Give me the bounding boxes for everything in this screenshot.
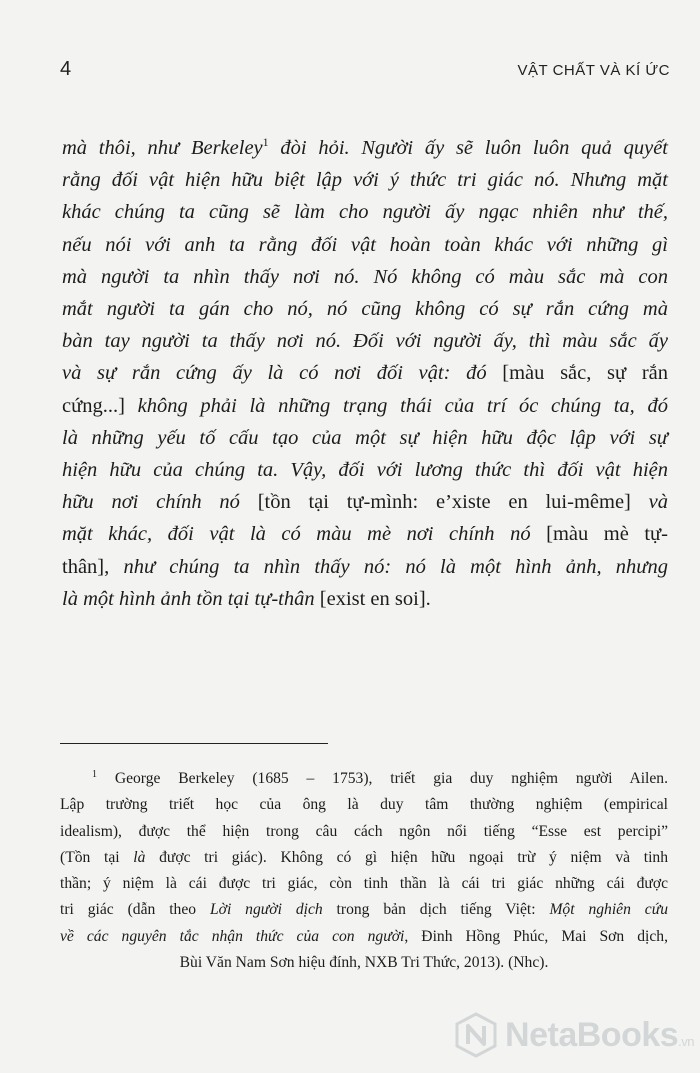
body-line-14: thân], như chúng ta nhìn thấy nó: nó là một hình ảnh, nhưng bbox=[62, 555, 668, 578]
body-line-6: mắt người ta gán cho nó, nó cũng không có sự rắn cứng mà bbox=[62, 298, 668, 321]
body-line-12: hữu nơi chính nó [tồn tại tự-mình: e’xiste en lui-même] và bbox=[62, 491, 668, 514]
body-line-4: nếu nói với anh ta rằng đối vật hoàn toàn khác với những gì bbox=[62, 233, 668, 256]
footnote-line-5: thần; ý niệm là cái được tri giác, còn tinh thần là cái tri giác những cái được bbox=[60, 875, 668, 893]
body-line-9: cứng...] không phải là những trạng thái của trí óc chúng ta, đó bbox=[62, 394, 668, 417]
footnote-marker: 1 bbox=[92, 769, 97, 780]
footnote-line-1: $^1$ George Berkeley (1685 – 1753), triết gia duy nghiệm người Ailen. bbox=[92, 769, 668, 787]
netabooks-logo-icon bbox=[453, 1012, 499, 1058]
footnote-line-6: tri giác (dẫn theo Lời người dịch trong bản dịch tiếng Việt: Một nghiên cứu bbox=[60, 901, 669, 919]
body-line-10: là những yếu tố cấu tạo của một sự hiện hữu độc lập với sự bbox=[62, 426, 668, 449]
footnote-line-4: (Tồn tại là được tri giác). Không có gì hiện hữu ngoại trừ ý niệm và tinh bbox=[60, 848, 668, 866]
body-line-2: rằng đối vật hiện hữu biệt lập với ý thức tri giác nó. Nhưng mặt bbox=[62, 169, 668, 192]
body-line-13: mặt khác, đối vật là có màu mè nơi chính nó [màu mè tự- bbox=[62, 523, 668, 546]
body-line-11: hiện hữu của chúng ta. Vậy, đối với lương thức thì đối vật hiện bbox=[62, 459, 668, 482]
page-number: 4 bbox=[60, 58, 72, 80]
footnote-line-3: idealism), được thể hiện trong câu cách ngôn nổi tiếng “Esse est percipi” bbox=[60, 822, 668, 840]
body-line-5: mà người ta nhìn thấy nơi nó. Nó không có màu sắc mà con bbox=[62, 265, 668, 288]
watermark-text: NetaBooks.vn bbox=[505, 1015, 694, 1054]
body-line-15: là một hình ảnh tồn tại tự-thân [exist en soi]. bbox=[62, 587, 431, 610]
footnote-divider bbox=[60, 743, 328, 744]
footnote-line-2: Lập trường triết học của ông là duy tâm thường nghiệm (empirical bbox=[60, 796, 668, 814]
body-text bbox=[62, 132, 668, 615]
footnote-line-7: về các nguyên tắc nhận thức của con người, Đinh Hồng Phúc, Mai Sơn dịch, bbox=[60, 927, 668, 945]
body-line-1: mà thôi, như Berkeley$^1$ đòi hỏi. Người ấy sẽ luôn luôn quả quyết bbox=[62, 135, 668, 159]
footnote-line-8: Bùi Văn Nam Sơn hiệu đính, NXB Tri Thức, 2013). (Nhc). bbox=[179, 954, 549, 972]
body-line-3: khác chúng ta cũng sẽ làm cho người ấy ngạc nhiên như thế, bbox=[62, 201, 668, 224]
footnote-reference[interactable]: 1 bbox=[262, 135, 269, 149]
running-header: VẬT CHẤT VÀ KÍ ỨC bbox=[517, 62, 670, 79]
body-line-7: bàn tay người ta thấy nơi nó. Đối với người ấy, thì màu sắc ấy bbox=[62, 330, 668, 353]
footnote bbox=[60, 766, 668, 976]
body-line-8: và sự rắn cứng ấy là có nơi đối vật: đó [màu sắc, sự rắn bbox=[62, 362, 668, 385]
watermark bbox=[453, 1012, 694, 1058]
